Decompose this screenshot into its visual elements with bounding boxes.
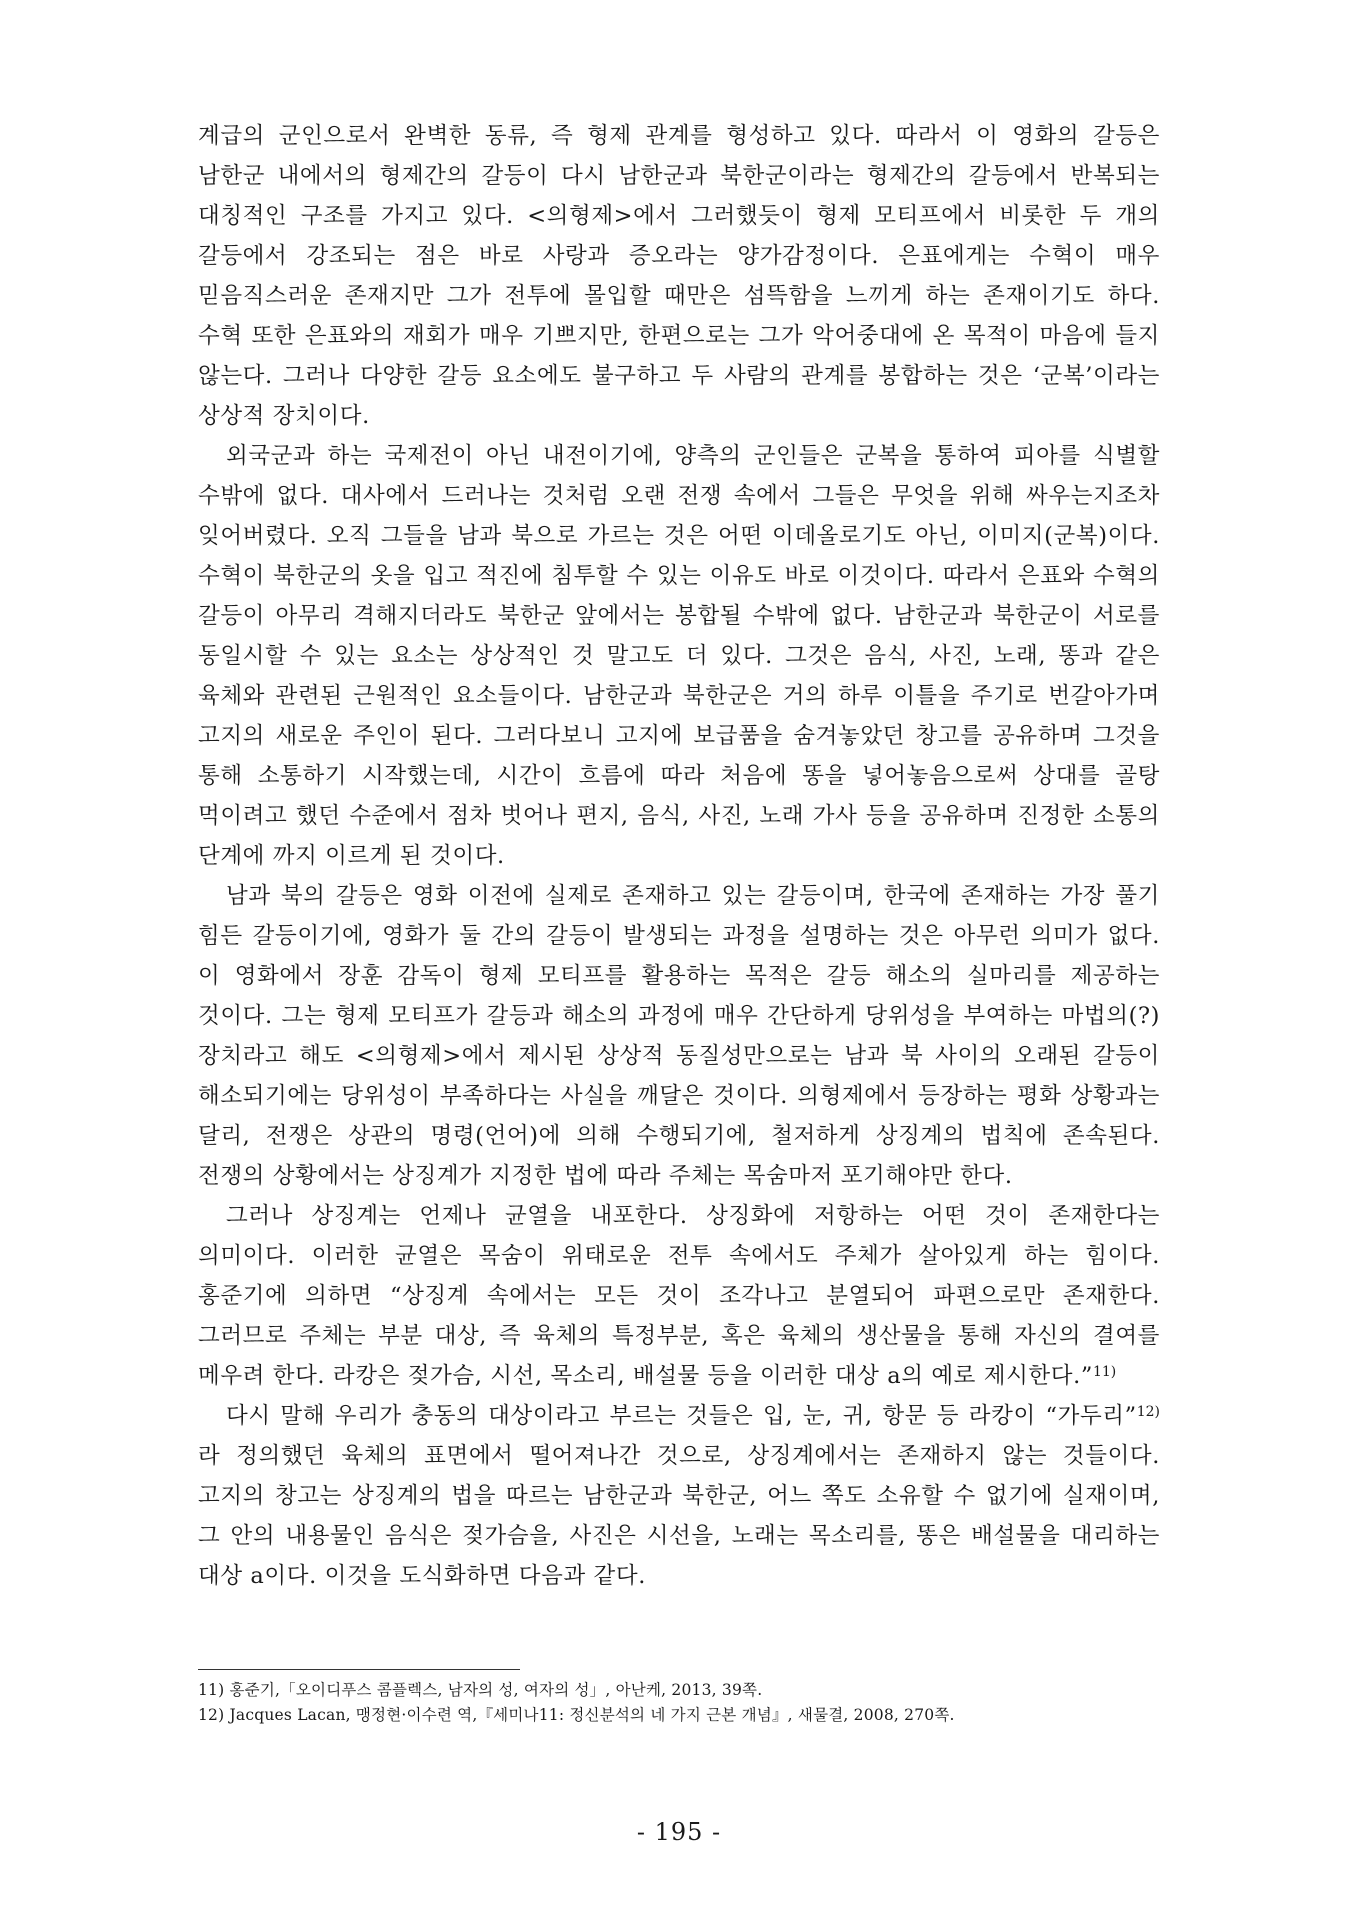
paragraph xyxy=(198,1196,1160,1396)
paragraph: 외국군과 하는 국제전이 아닌 내전이기에, 양측의 군인들은 군복을 통하여 피아를 식별할 수밖에 없다. 대사에서 드러나는 것처럼 오랜 전쟁 속에서 그들은 무엇을 위해 싸우는지조차 잊어버렸다. 오직 그들을 남과 북으로 가르는 것은 어떤 이데올로기도 아닌, 이미지(군복)이다. 수혁이 북한군의 옷을 입고 적진에 침투할 수 있는 이유도 바로 이것이다. 따라서 은표와 수혁의 갈등이 아무리 격해지더라도 북한군 앞에서는 봉합될 수밖에 없다. 남한군과 북한군이 서로를 동일시할 수 있는 요소는 상상적인 것 말고도 더 있다. 그것은 음식, 사진, 노래, 똥과 같은 육체와 관련된 근원적인 요소들이다. 남한군과 북한군은 거의 하루 이틀을 주기로 번갈아가며 고지의 새로운 주인이 된다. 그러다보니 고지에 보급품을 숨겨놓았던 창고를 공유하며 그것을 통해 소통하기 시작했는데, 시간이 흐름에 따라 처음에 똥을 넣어놓음으로써 상대를 골탕 먹이려고 했던 수준에서 점차 벗어나 편지, 음식, 사진, 노래 가사 등을 공유하며 진정한 소통의 단계에 까지 이르게 된 것이다. xyxy=(198,443,1160,869)
paragraph: 계급의 군인으로서 완벽한 동류, 즉 형제 관계를 형성하고 있다. 따라서 이 영화의 갈등은 남한군 내에서의 형제간의 갈등이 다시 남한군과 북한군이라는 형제간의 갈등에서 반복되는 대칭적인 구조를 가지고 있다. <의형제>에서 그러했듯이 형제 모티프에서 비롯한 두 개의 갈등에서 강조되는 점은 바로 사랑과 증오라는 양가감정이다. 은표에게는 수혁이 매우 믿음직스러운 존재지만 그가 전투에 몰입할 때만은 섬뜩함을 느끼게 하는 존재이기도 하다. 수혁 또한 은표와의 재회가 매우 기쁘지만, 한편으로는 그가 악어중대에 온 목적이 마음에 들지 않는다. 그러나 다양한 갈등 요소에도 불구하고 두 사람의 관계를 봉합하는 것은 ‘군복’이라는 상상적 장치이다. xyxy=(198,123,1160,429)
paragraph xyxy=(198,1396,1160,1596)
page-number: - 195 - xyxy=(636,1818,722,1846)
footnote-reference[interactable]: 12) xyxy=(1136,1404,1160,1420)
footnote-reference[interactable]: 11) xyxy=(1092,1364,1117,1380)
paragraph-text: 그러나 상징계는 언제나 균열을 내포한다. 상징화에 저항하는 어떤 것이 존재한다는 의미이다. 이러한 균열은 목숨이 위태로운 전투 속에서도 주체가 살아있게 하는 힘이다. 홍준기에 의하면 “상징계 속에서는 모든 것이 조각나고 분열되어 파편으로만 존재한다. 그러므로 주체는 부분 대상, 즉 육체의 특정부분, 혹은 육체의 생산물을 통해 자신의 결여를 메우려 한다. 라캉은 젖가슴, 시선, 목소리, 배설물 등을 이러한 대상 a의 예로 제시한다.” xyxy=(198,1203,1160,1389)
paragraph-text: 다시 말해 우리가 충동의 대상이라고 부르는 것들은 입, 눈, 귀, 항문 등 라캉이 “가두리” xyxy=(226,1403,1137,1429)
footnotes xyxy=(198,1678,1160,1728)
footnote: 12) Jacques Lacan, 맹정현·이수련 역,『세미나11: 정신분석의 네 가지 근본 개념』, 새물결, 2008, 270쪽. xyxy=(198,1706,955,1724)
footnote: 11) 홍준기,「오이디푸스 콤플렉스, 남자의 성, 여자의 성」, 아난케, 2013, 39쪽. xyxy=(198,1681,763,1699)
paragraph: 남과 북의 갈등은 영화 이전에 실제로 존재하고 있는 갈등이며, 한국에 존재하는 가장 풀기 힘든 갈등이기에, 영화가 둘 간의 갈등이 발생되는 과정을 설명하는 것은 아무런 의미가 없다. 이 영화에서 장훈 감독이 형제 모티프를 활용하는 목적은 갈등 해소의 실마리를 제공하는 것이다. 그는 형제 모티프가 갈등과 해소의 과정에 매우 간단하게 당위성을 부여하는 마법의(?) 장치라고 해도 <의형제>에서 제시된 상상적 동질성만으로는 남과 북 사이의 오래된 갈등이 해소되기에는 당위성이 부족하다는 사실을 깨달은 것이다. 의형제에서 등장하는 평화 상황과는 달리, 전쟁은 상관의 명령(언어)에 의해 수행되기에, 철저하게 상징계의 법칙에 존속된다. 전쟁의 상황에서는 상징계가 지정한 법에 따라 주체는 목숨마저 포기해야만 한다. xyxy=(198,883,1160,1189)
footnote-divider xyxy=(198,1669,520,1670)
paragraph-text: 라 정의했던 육체의 표면에서 떨어져나간 것으로, 상징계에서는 존재하지 않는 것들이다. 고지의 창고는 상징계의 법을 따르는 남한군과 북한군, 어느 쪽도 소유할 수 없기에 실재이며, 그 안의 내용물인 음식은 젖가슴을, 사진은 시선을, 노래는 목소리를, 똥은 배설물을 대리하는 대상 a이다. 이것을 도식화하면 다음과 같다. xyxy=(198,1443,1160,1589)
body-text xyxy=(198,116,1160,1596)
